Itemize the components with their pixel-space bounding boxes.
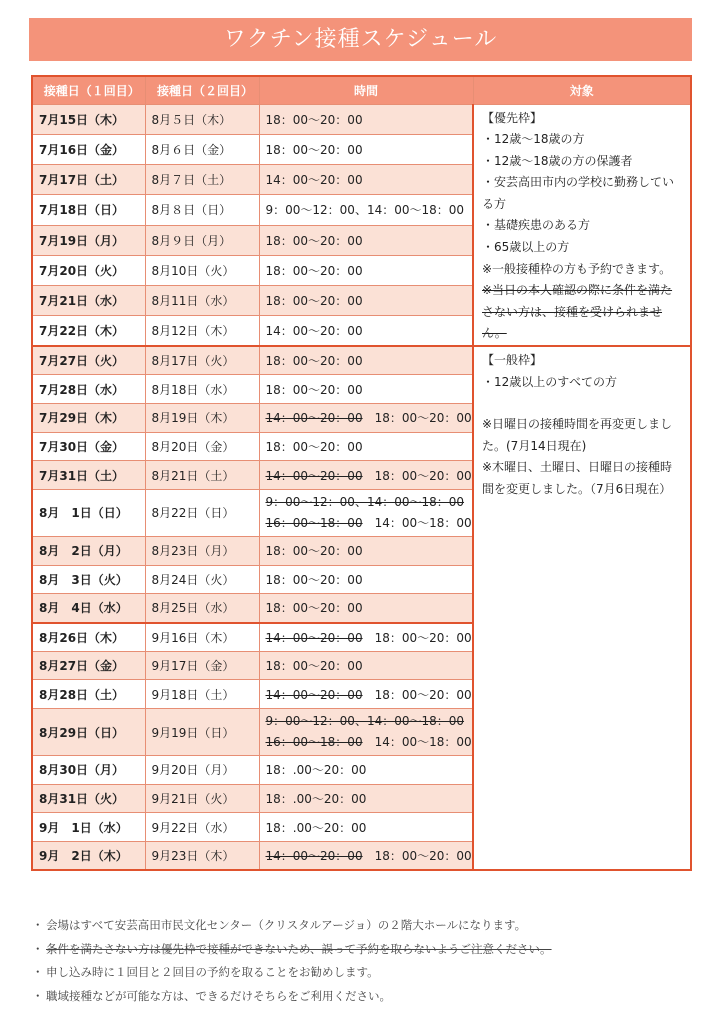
first-dose-date: 7月31日（土） [32,461,145,490]
time-cell [259,594,473,623]
time-cell [259,225,473,255]
target-note: ※木曜日、土曜日、日曜日の接種時間を変更しました。（7月6日現在） [482,460,673,496]
second-dose-date: 9月23日（木） [145,842,259,871]
second-dose-date: 8月21日（土） [145,461,259,490]
time-line [266,513,473,534]
first-dose-date: 7月16日（金） [32,134,145,164]
first-dose-date: 7月28日（水） [32,375,145,404]
time-cell [259,346,473,375]
target-heading: 【優先枠】 [482,110,543,125]
second-dose-date: 9月22日（水） [145,813,259,842]
first-dose-date: 8月 1日（日） [32,489,145,536]
second-dose-date: 8月22日（日） [145,489,259,536]
first-dose-date: 7月30日（金） [32,432,145,461]
old-time: 14：00〜20：00 [265,630,363,645]
first-dose-date: 7月15日（木） [32,104,145,134]
spacer [482,393,684,414]
header-time: 時間 [259,76,473,104]
note-line [32,914,552,938]
new-time: 18：00〜20：00 [265,142,363,157]
new-time: 18：00〜20：00 [265,544,363,559]
first-dose-date: 8月31日（火） [32,784,145,813]
target-item: ・安芸高田市内の学校に勤務している方 [482,175,675,211]
bullet: ・ [32,941,44,956]
schedule-body [32,104,691,870]
new-time: 14：00〜20：00 [265,324,363,339]
second-dose-date: 8月11日（水） [145,286,259,316]
second-dose-date: 8月17日（火） [145,346,259,375]
first-dose-date: 8月30日（月） [32,756,145,785]
first-dose-date: 8月 2日（月） [32,536,145,565]
new-time: 18：00〜20：00 [265,439,363,454]
time-cell [259,623,473,652]
second-dose-date: 9月20日（月） [145,756,259,785]
target-item: ・65歳以上の方 [482,240,570,255]
second-dose-date: 8月10日（火） [145,255,259,285]
new-time: 18：00〜20：00 [374,630,472,645]
time-line [266,732,473,753]
new-time: 18：00〜20：00 [374,468,472,483]
second-dose-date: 8月８日（日） [145,195,259,225]
second-dose-date: 9月17日（金） [145,651,259,680]
target-cell [473,104,691,346]
time-cell [259,813,473,842]
old-time: 14：00〜20：00 [265,468,363,483]
time-cell [259,842,473,871]
note-line [32,938,552,962]
second-dose-date: 9月19日（日） [145,709,259,756]
time-cell [259,489,473,536]
new-time: 18：00〜20：00 [374,411,472,426]
new-time: 18：00〜20：00 [265,573,363,587]
note-text: 職域接種などが可能な方は、できるだけそちらをご利用ください。 [46,988,391,1003]
second-dose-date: 8月５日（木） [145,104,259,134]
note-line [32,961,552,985]
time-cell [259,536,473,565]
second-dose-date: 8月９日（月） [145,225,259,255]
second-dose-date: 8月25日（水） [145,594,259,623]
time-cell [259,461,473,490]
second-dose-date: 8月19日（木） [145,403,259,432]
bullet: ・ [32,988,44,1003]
time-cell [259,565,473,594]
target-cell [473,346,691,870]
first-dose-date: 7月22日（木） [32,316,145,346]
new-time: 9：00〜12：00、14：00〜18：00 [265,203,465,218]
old-time: 14：00〜20：00 [265,411,363,426]
first-dose-date: 7月17日（土） [32,165,145,195]
first-dose-date: 9月 2日（木） [32,842,145,871]
old-time: 16：00〜18：00 [265,515,363,530]
time-cell [259,104,473,134]
time-cell [259,286,473,316]
new-time: 18：.00〜20：00 [265,792,367,807]
first-dose-date: 8月 3日（火） [32,565,145,594]
new-time: 18：00〜20：00 [265,382,363,397]
first-dose-date: 8月28日（土） [32,680,145,709]
time-cell [259,316,473,346]
first-dose-date: 8月29日（日） [32,709,145,756]
second-dose-date: 8月20日（金） [145,432,259,461]
table-row [32,104,691,134]
new-time: 18：00〜20：00 [265,354,363,369]
time-cell [259,680,473,709]
table-row [32,346,691,375]
first-dose-date: 7月19日（月） [32,225,145,255]
first-dose-date: 7月21日（水） [32,286,145,316]
new-time: 18：00〜20：00 [265,659,363,674]
bullet: ・ [32,965,44,979]
time-cell [259,255,473,285]
old-time: 14：00〜20：00 [265,687,363,702]
old-time-line: 9：00〜12：00、14：00〜18：00 [265,494,465,509]
target-item: ・基礎疾患のある方 [482,218,591,233]
new-time: 18：00〜20：00 [374,687,472,702]
first-dose-date: 9月 1日（水） [32,813,145,842]
note-text: 申し込み時に１回目と２回目の予約を取ることをお勧めします。 [46,965,379,979]
time-cell [259,375,473,404]
target-heading: 【一般枠】 [482,353,543,368]
time-cell [259,784,473,813]
target-note: ※一般接種枠の方も予約できます。 [482,261,672,276]
first-dose-date: 7月29日（木） [32,403,145,432]
second-dose-date: 8月23日（月） [145,536,259,565]
first-dose-date: 7月27日（火） [32,346,145,375]
second-dose-date: 9月21日（火） [145,784,259,813]
time-cell [259,195,473,225]
second-dose-date: 9月16日（木） [145,623,259,652]
header-target: 対象 [473,76,691,104]
old-time-line: 9：00〜12：00、14：00〜18：00 [265,714,465,729]
time-cell [259,134,473,164]
new-time: 14：00〜18：00 [374,515,472,530]
note-line [32,985,552,1009]
time-cell [259,165,473,195]
note-text: 条件を満たさない方は優先枠で接種ができないため、誤って予約を取らないようご注意ください。 [46,941,552,956]
new-time: 18：00〜20：00 [265,263,363,278]
time-cell [259,756,473,785]
target-struck-note: ※当日の本人確認の際に条件を満たさない方は、接種を受けられません。 [482,283,673,341]
new-time: 18：00〜20：00 [265,112,363,127]
new-time: 18：00〜20：00 [265,233,363,248]
first-dose-date: 7月18日（日） [32,195,145,225]
time-cell [259,403,473,432]
new-time: 18：00〜20：00 [265,294,363,309]
old-time: 14：00〜20：00 [265,849,363,864]
target-item: ・12歳以上のすべての方 [482,374,618,389]
old-time: 16：00〜18：00 [265,735,363,750]
second-dose-date: 8月18日（水） [145,375,259,404]
target-item: ・12歳〜18歳の方の保護者 [482,153,633,168]
first-dose-date: 8月27日（金） [32,651,145,680]
second-dose-date: 8月12日（木） [145,316,259,346]
new-time: 18：.00〜20：00 [265,820,367,835]
new-time: 18：00〜20：00 [374,849,472,864]
first-dose-date: 7月20日（火） [32,255,145,285]
time-cell [259,432,473,461]
first-dose-date: 8月 4日（水） [32,594,145,623]
second-dose-date: 8月７日（土） [145,165,259,195]
second-dose-date: 8月６日（金） [145,134,259,164]
bullet: ・ [32,918,44,932]
new-time: 18：.00〜20：00 [265,763,367,778]
time-cell [259,651,473,680]
new-time: 14：00〜20：00 [265,173,363,188]
page-title: ワクチン接種スケジュール [29,18,692,61]
note-text: 会場はすべて安芸高田市民文化センター（クリスタルアージョ）の２階大ホールになります。 [46,918,527,932]
header-second-dose: 接種日（２回目） [145,76,259,104]
new-time: 18：00〜20：00 [265,601,363,616]
first-dose-date: 8月26日（木） [32,623,145,652]
second-dose-date: 8月24日（火） [145,565,259,594]
new-time: 14：00〜18：00 [374,735,472,750]
target-item: ・12歳〜18歳の方 [482,132,585,147]
target-note: ※日曜日の接種時間を再変更しました。(7月14日現在) [482,417,673,453]
footer-notes [32,914,552,1008]
time-cell [259,709,473,756]
schedule-table [31,75,692,871]
header-first-dose: 接種日（１回目） [32,76,145,104]
table-header-row [32,76,691,104]
second-dose-date: 9月18日（土） [145,680,259,709]
